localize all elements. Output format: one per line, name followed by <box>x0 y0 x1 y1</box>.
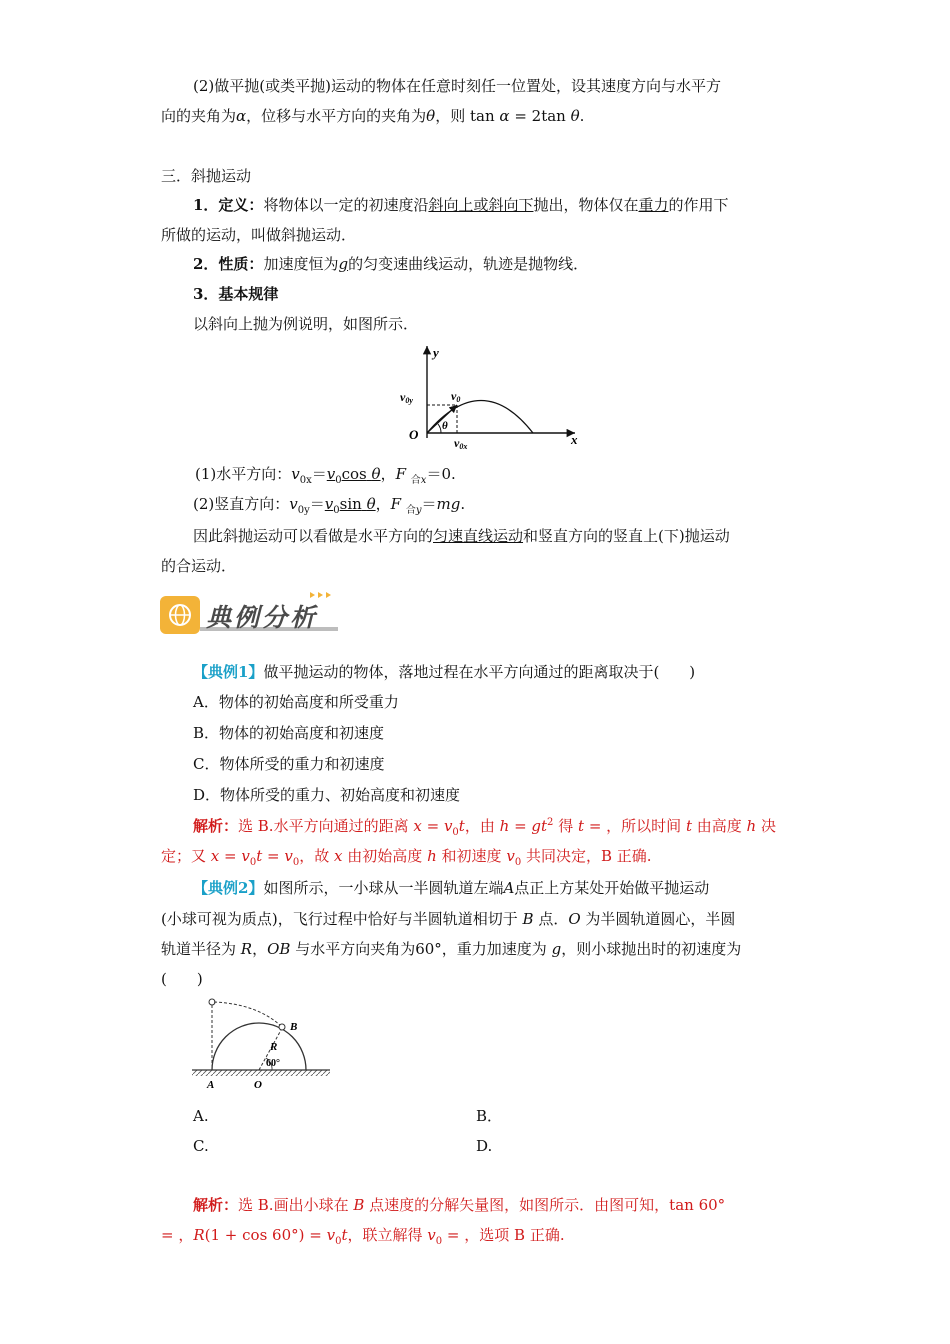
example1-option-d: D．物体所受的重力、初始高度和初速度 <box>193 786 461 804</box>
para-tan-line2: 向的夹角为α，位移与水平方向的夹角为θ，则 tan α = 2tan θ. <box>161 107 585 125</box>
horizontal-formula: (1)水平方向：$v_{0x}=v_0\cos$ θ，F $_{合x}$＝0. <box>195 465 456 486</box>
example1-option-b: B．物体的初始高度和初速度 <box>193 724 385 742</box>
label-angle: 60° <box>266 1058 280 1069</box>
example2-answer-line1: 解析：选 B.画出小球在 B 点速度的分解矢量图，如图所示．由图可知，tan 60° <box>193 1196 726 1214</box>
example1-question: 【典例1】做平抛运动的物体，落地过程在水平方向通过的距离取决于( ) <box>193 663 696 681</box>
example2-option-b: B． <box>476 1107 503 1125</box>
example1-option-a: A．物体的初始高度和所受重力 <box>193 693 399 711</box>
example2-line1: 【典例2】如图所示，一小球从一半圆轨道左端A点正上方某处开始做平抛运动 <box>193 879 710 897</box>
example2-line3: 轨道半径为 R，OB 与水平方向夹角为60°，重力加速度为 g，则小球抛出时的初速度为 <box>161 940 742 958</box>
example2-option-d: D. <box>476 1137 493 1155</box>
banner-title: 典例分析 <box>206 603 319 632</box>
oblique-projectile-figure <box>395 340 595 452</box>
theta-label: θ <box>442 420 448 432</box>
vertical-formula: (2)竖直方向：$v_{0y}=v_0\sin$ θ，F $_{合y}$＝mg. <box>193 495 466 516</box>
flight-path-dashed <box>214 1002 282 1027</box>
example2-line2: (小球可视为质点)，飞行过程中恰好与半圆轨道相切于 B 点．O 为半圆轨道圆心，半圆 <box>161 910 736 928</box>
definition-line2: 所做的运动，叫做斜抛运动． <box>161 226 357 244</box>
example2-option-c: C. <box>193 1137 209 1155</box>
label-o: O <box>254 1079 262 1091</box>
section3-title: 三．斜抛运动 <box>161 167 252 185</box>
label-r: R <box>270 1041 278 1053</box>
v0x-label: v0x <box>454 436 468 451</box>
v0y-label: v0y <box>400 390 413 405</box>
property-line: 2．性质：加速度恒为g的匀变速曲线运动，轨迹是抛物线． <box>193 255 589 273</box>
typical-example-banner <box>160 590 342 636</box>
example1-answer-line1: 解析：选 B.水平方向通过的距离 $x = v_0t$，由 $h = gt^2$ 得 t = ，所以时间 t 由高度 h 决 <box>193 817 777 838</box>
label-b: B <box>290 1021 298 1033</box>
example1-answer-line2: 定；又 $x = v_0t = v_0$，故 x 由初始高度 h 和初速度 $v_0$ 共同决定，B 正确. <box>161 847 652 868</box>
definition-line1: 1．定义：将物体以一定的初速度沿斜向上或斜向下抛出，物体仅在重力的作用下 <box>193 196 729 214</box>
y-axis-label: y <box>433 345 439 360</box>
example-intro: 以斜向上抛为例说明，如图所示． <box>193 315 419 333</box>
v0-label: v0 <box>451 389 461 404</box>
example2-option-a: A. <box>193 1107 209 1125</box>
x-axis-label: x <box>571 432 578 447</box>
tangent-ball <box>279 1024 285 1030</box>
origin-label: O <box>409 427 419 442</box>
example2-answer-line2: = ，$R(1 + \cos 60^\circ) = v_0t$，联立解得 $v_0$ = ，选项 B 正确. <box>161 1226 565 1247</box>
conclusion-line2: 的合运动． <box>161 557 237 575</box>
example2-answer-blank: ( ) <box>161 970 203 988</box>
semicircle-track-figure <box>188 994 333 1094</box>
conclusion-line1: 因此斜抛运动可以看做是水平方向的匀速直线运动和竖直方向的竖直上(下)抛运动 <box>193 527 730 545</box>
para-tan-line1: (2)做平抛(或类平抛)运动的物体在任意时刻任一位置处，设其速度方向与水平方 <box>193 77 721 95</box>
law-heading: 3．基本规律 <box>193 285 279 303</box>
example1-option-c: C．物体所受的重力和初速度 <box>193 755 385 773</box>
ground-hatch <box>192 1070 330 1076</box>
label-a: A <box>207 1079 215 1091</box>
theta-arc <box>438 424 441 433</box>
